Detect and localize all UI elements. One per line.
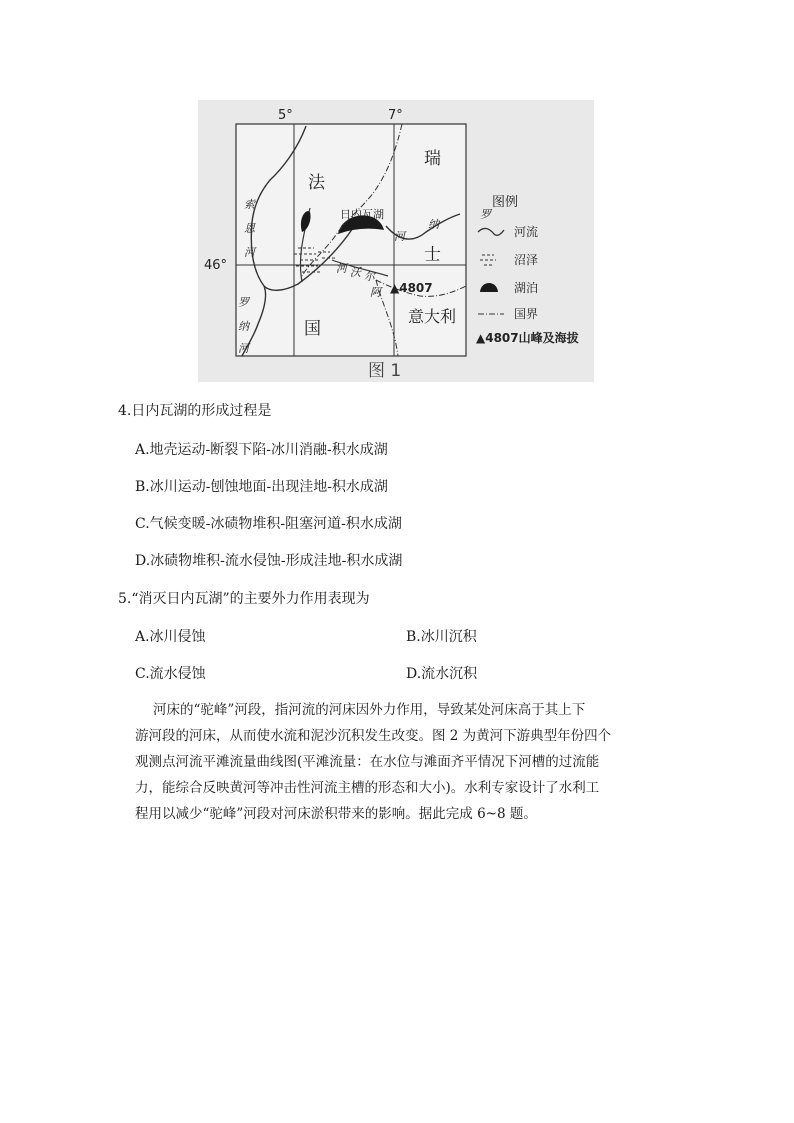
lon-label-7: 7° <box>388 108 403 123</box>
passage-line-3: 观测点河流平滩流量曲线图(平滩流量：在水位与滩面齐平情况下河槽的过流能 <box>135 754 600 770</box>
rhone-n-char-1: 罗 <box>480 208 491 221</box>
peak-label: ▲4807 <box>390 281 433 295</box>
rhone-s-char-1: 罗 <box>238 296 249 309</box>
q5-stem: 5.“消灭日内瓦湖”的主要外力作用表现为 <box>118 591 370 607</box>
map-svg <box>198 100 594 382</box>
lon-label-5: 5° <box>278 108 293 123</box>
passage-line-4: 力，能综合反映黄河等冲击性河流主槽的形态和大小)。水利专家设计了水利工 <box>135 780 600 796</box>
legend-border: 国界 <box>514 307 539 321</box>
legend-lake: 湖泊 <box>514 281 539 295</box>
country-label-italy: 意大利 <box>408 307 457 326</box>
figure-caption: 图 1 <box>368 361 402 381</box>
q4-option-c: C.气候变暖-冰碛物堆积-阻塞河道-积水成湖 <box>135 516 402 532</box>
country-label-guo: 国 <box>304 319 321 339</box>
legend-peak: ▲4807山峰及海拔 <box>476 331 579 345</box>
passage-line-5: 程用以减少“驼峰”河段对河床淤积带来的影响。据此完成 6~8 题。 <box>135 806 537 822</box>
saone-char-1: 索 <box>244 198 255 211</box>
q5-option-d: D.流水沉积 <box>406 666 478 682</box>
rhone-n-char-3: 河 <box>394 230 405 243</box>
passage-line-1: 河床的“驼峰”河段，指河流的河床因外力作用，导致某处河床高于其上下 <box>153 702 586 718</box>
country-label-shi: 士 <box>424 245 441 265</box>
q4-option-b: B.冰川运动-刨蚀地面-出现洼地-积水成湖 <box>135 479 388 495</box>
lat-label-46: 46° <box>204 258 228 273</box>
saone-char-3: 河 <box>244 246 255 259</box>
q4-option-a: A.地壳运动-断裂下陷-冰川消融-积水成湖 <box>135 442 388 458</box>
legend-title: 图例 <box>492 195 519 210</box>
q5-option-c: C.流水侵蚀 <box>135 666 206 682</box>
q5-option-b: B.冰川沉积 <box>406 629 477 645</box>
legend-river: 河流 <box>514 225 539 239</box>
country-label-rui: 瑞 <box>424 149 441 169</box>
q4-stem: 4.日内瓦湖的形成过程是 <box>118 403 272 419</box>
rhone-s-char-3: 河 <box>238 342 249 355</box>
lake-label: 日内瓦湖 <box>340 208 384 221</box>
q4-option-d: D.冰碛物堆积-流水侵蚀-形成洼地-积水成湖 <box>135 553 403 569</box>
figure-1-map <box>198 100 594 382</box>
rhone-s-char-2: 纳 <box>238 320 249 333</box>
arve-char-4: 阿 <box>370 286 381 299</box>
saone-char-2: 恩 <box>244 222 255 235</box>
q5-option-a: A.冰川侵蚀 <box>135 629 206 645</box>
arve-char-1: 河 <box>336 262 347 275</box>
passage <box>135 697 675 827</box>
rhone-n-char-2: 纳 <box>428 218 439 231</box>
country-label-fa: 法 <box>308 173 325 193</box>
passage-line-2: 游河段的河床，从而使水流和泥沙沉积发生改变。图 2 为黄河下游典型年份四个 <box>135 728 612 744</box>
arve-char-3: 尔 <box>364 270 375 283</box>
arve-char-2: 沃 <box>350 266 361 279</box>
legend-marsh: 沼泽 <box>514 253 539 267</box>
